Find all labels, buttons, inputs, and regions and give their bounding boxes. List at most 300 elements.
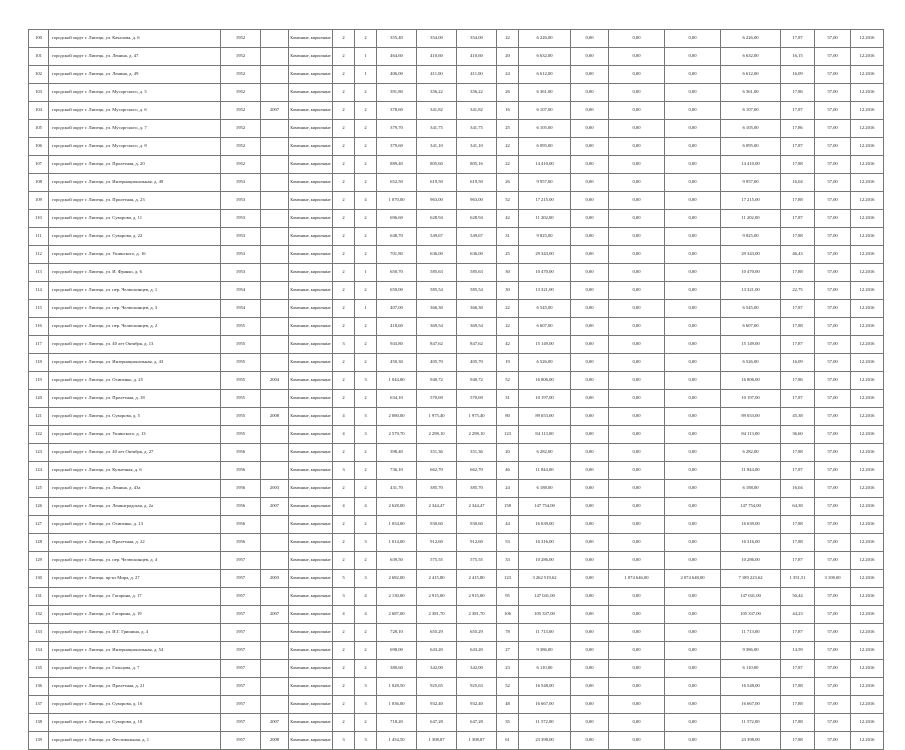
cell-owner-funds: 89 653,00: [721, 408, 781, 426]
cell-deadline: 12.2016: [851, 732, 884, 750]
cell-cost-per-sqm: 14,59: [781, 642, 815, 660]
cell-max-cost-per-sqm: 57,00: [815, 444, 851, 462]
cell-owner-funds: 6 188,00: [721, 480, 781, 498]
cell-max-cost-per-sqm: 57,00: [815, 138, 851, 156]
cell-max-cost-per-sqm: 57,00: [815, 714, 851, 732]
cell-residential-area: 636,00: [457, 246, 497, 264]
cell-living-area: 356,22: [417, 84, 457, 102]
cell-year-built: 1953: [221, 192, 261, 210]
cell-address: городской округ г. Липецк, ул. Пролетная, д. 22: [49, 534, 221, 552]
cell-residents: 48: [497, 696, 519, 714]
cell-federal-funds: 0,00: [571, 48, 609, 66]
cell-row-number: 110: [29, 210, 49, 228]
cell-living-area: 636,00: [417, 246, 457, 264]
cell-year-repaired: [261, 390, 289, 408]
cell-deadline: 12.2016: [851, 426, 884, 444]
cell-living-area: 585,54: [417, 282, 457, 300]
cell-wall-material: Каменные, кирпичные: [289, 300, 333, 318]
cell-residents: 46: [497, 462, 519, 480]
cell-wall-material: Каменные, кирпичные: [289, 552, 333, 570]
cell-regional-funds: 0,00: [609, 84, 665, 102]
cell-local-funds: 0,00: [665, 66, 721, 84]
cell-residents: 25: [497, 246, 519, 264]
cell-deadline: 12.2016: [851, 354, 884, 372]
cell-year-built: 1957: [221, 732, 261, 750]
cell-floors: 2: [333, 120, 355, 138]
cell-total-area: 889,40: [377, 156, 417, 174]
cell-deadline: 12.2016: [851, 390, 884, 408]
cell-year-built: 1953: [221, 174, 261, 192]
cell-residents: 19: [497, 354, 519, 372]
cell-max-cost-per-sqm: 57,00: [815, 408, 851, 426]
cell-entrances: 2: [355, 480, 377, 498]
cell-floors: 3: [333, 462, 355, 480]
table-row: [29, 444, 884, 462]
cell-deadline: 12.2016: [851, 444, 884, 462]
cell-regional-funds: 0,00: [609, 408, 665, 426]
cell-deadline: 12.2016: [851, 120, 884, 138]
cell-local-funds: 0,00: [665, 30, 721, 48]
cell-wall-material: Каменные, кирпичные: [289, 462, 333, 480]
cell-wall-material: Каменные, кирпичные: [289, 732, 333, 750]
cell-deadline: 12.2016: [851, 66, 884, 84]
cell-owner-funds: 16 316,00: [721, 534, 781, 552]
cell-total-cost: 89 653,00: [519, 408, 571, 426]
cell-owner-funds: 6 105,00: [721, 120, 781, 138]
cell-year-built: 1955: [221, 426, 261, 444]
cell-federal-funds: 0,00: [571, 120, 609, 138]
cell-floors: 4: [333, 426, 355, 444]
cell-floors: 2: [333, 624, 355, 642]
cell-address: городской округ г. Липецк, ул. Ленина, д. 47: [49, 48, 221, 66]
cell-cost-per-sqm: 17,88: [781, 678, 815, 696]
table-row: [29, 678, 884, 696]
cell-row-number: 124: [29, 462, 49, 480]
cell-deadline: 12.2016: [851, 696, 884, 714]
cell-max-cost-per-sqm: 57,00: [815, 246, 851, 264]
cell-entrances: 2: [355, 282, 377, 300]
cell-total-cost: 6 526,00: [519, 354, 571, 372]
cell-entrances: 2: [355, 174, 377, 192]
table-row: [29, 570, 884, 588]
cell-cost-per-sqm: 36,60: [781, 426, 815, 444]
cell-year-repaired: [261, 678, 289, 696]
cell-year-repaired: [261, 174, 289, 192]
cell-local-funds: 0,00: [665, 498, 721, 516]
cell-max-cost-per-sqm: 57,00: [815, 516, 851, 534]
cell-residential-area: 643,20: [457, 642, 497, 660]
cell-total-cost: 6 107,00: [519, 102, 571, 120]
cell-residential-area: 342,00: [457, 660, 497, 678]
cell-living-area: 341,82: [417, 102, 457, 120]
cell-owner-funds: 6 282,00: [721, 444, 781, 462]
cell-wall-material: Каменные, кирпичные: [289, 570, 333, 588]
cell-residential-area: 405,70: [457, 354, 497, 372]
cell-regional-funds: 0,00: [609, 300, 665, 318]
cell-federal-funds: 0,00: [571, 282, 609, 300]
cell-owner-funds: 14 410,00: [721, 156, 781, 174]
cell-regional-funds: 0,00: [609, 264, 665, 282]
cell-living-area: 643,20: [417, 642, 457, 660]
cell-entrances: 4: [355, 192, 377, 210]
cell-local-funds: 0,00: [665, 228, 721, 246]
cell-year-repaired: [261, 444, 289, 462]
cell-living-area: 354,00: [417, 30, 457, 48]
cell-residential-area: 2 415,80: [457, 570, 497, 588]
cell-federal-funds: 0,00: [571, 678, 609, 696]
cell-address: городской округ г. Липецк, ул. 40 лет Октября, д. 13: [49, 336, 221, 354]
cell-residents: 78: [497, 624, 519, 642]
cell-regional-funds: 0,00: [609, 552, 665, 570]
cell-row-number: 107: [29, 156, 49, 174]
cell-wall-material: Каменные, кирпичные: [289, 192, 333, 210]
cell-max-cost-per-sqm: 57,00: [815, 462, 851, 480]
cell-federal-funds: 0,00: [571, 336, 609, 354]
cell-regional-funds: 0,00: [609, 336, 665, 354]
cell-floors: 2: [333, 642, 355, 660]
cell-residents: 61: [497, 732, 519, 750]
cell-regional-funds: 0,00: [609, 66, 665, 84]
cell-total-cost: 16 316,00: [519, 534, 571, 552]
cell-total-cost: 23 398,00: [519, 732, 571, 750]
cell-max-cost-per-sqm: 57,00: [815, 372, 851, 390]
cell-federal-funds: 0,00: [571, 534, 609, 552]
cell-residential-area: 385,70: [457, 480, 497, 498]
cell-floors: 2: [333, 48, 355, 66]
cell-wall-material: Каменные, кирпичные: [289, 606, 333, 624]
cell-floors: 2: [333, 156, 355, 174]
cell-deadline: 12.2016: [851, 606, 884, 624]
cell-regional-funds: 0,00: [609, 246, 665, 264]
cell-year-built: 1953: [221, 264, 261, 282]
cell-residents: 26: [497, 174, 519, 192]
cell-total-area: 639,50: [377, 552, 417, 570]
cell-total-area: 379,70: [377, 120, 417, 138]
table-row: [29, 462, 884, 480]
table-row: [29, 714, 884, 732]
cell-total-cost: 14 410,00: [519, 156, 571, 174]
cell-residents: 52: [497, 192, 519, 210]
cell-regional-funds: 0,00: [609, 354, 665, 372]
cell-wall-material: Каменные, кирпичные: [289, 480, 333, 498]
cell-address: городской округ г. Липецк, ул. Кузнечная, д. 6: [49, 462, 221, 480]
cell-entrances: 3: [355, 570, 377, 588]
cell-row-number: 139: [29, 732, 49, 750]
cell-entrances: 2: [355, 228, 377, 246]
cell-cost-per-sqm: 17,88: [781, 264, 815, 282]
cell-row-number: 122: [29, 426, 49, 444]
cell-total-area: 1 054,00: [377, 516, 417, 534]
cell-entrances: 2: [355, 624, 377, 642]
cell-year-repaired: [261, 192, 289, 210]
cell-owner-funds: 10 470,00: [721, 264, 781, 282]
cell-regional-funds: 0,00: [609, 642, 665, 660]
cell-row-number: 130: [29, 570, 49, 588]
cell-floors: 2: [333, 444, 355, 462]
cell-residents: 27: [497, 642, 519, 660]
cell-residential-area: 628,94: [457, 210, 497, 228]
cell-deadline: 12.2016: [851, 678, 884, 696]
cell-residents: 123: [497, 426, 519, 444]
cell-owner-funds: 6 526,00: [721, 354, 781, 372]
table-row: [29, 318, 884, 336]
cell-row-number: 133: [29, 624, 49, 642]
cell-deadline: 12.2016: [851, 462, 884, 480]
cell-residential-area: 647,28: [457, 714, 497, 732]
cell-regional-funds: 0,00: [609, 606, 665, 624]
cell-deadline: 12.2016: [851, 570, 884, 588]
cell-residential-area: 1 975,40: [457, 408, 497, 426]
cell-regional-funds: 0,00: [609, 282, 665, 300]
cell-total-cost: 6 545,00: [519, 300, 571, 318]
cell-year-repaired: [261, 318, 289, 336]
cell-cost-per-sqm: 17,86: [781, 372, 815, 390]
table-row: [29, 264, 884, 282]
cell-deadline: 12.2016: [851, 516, 884, 534]
cell-entrances: 2: [355, 102, 377, 120]
cell-regional-funds: 0,00: [609, 426, 665, 444]
cell-entrances: 3: [355, 408, 377, 426]
cell-deadline: 12.2016: [851, 138, 884, 156]
cell-total-area: 728,10: [377, 624, 417, 642]
cell-deadline: 12.2016: [851, 552, 884, 570]
cell-total-area: 650,00: [377, 282, 417, 300]
cell-max-cost-per-sqm: 57,00: [815, 480, 851, 498]
cell-wall-material: Каменные, кирпичные: [289, 534, 333, 552]
cell-year-built: 1954: [221, 300, 261, 318]
cell-total-area: 1 070,00: [377, 192, 417, 210]
cell-year-repaired: 2007: [261, 714, 289, 732]
cell-row-number: 123: [29, 444, 49, 462]
cell-year-built: 1952: [221, 84, 261, 102]
cell-residents: 80: [497, 408, 519, 426]
cell-residents: 42: [497, 336, 519, 354]
cell-address: городской округ г. Липецк, ул. пер. Челюскинцев, д. 4: [49, 552, 221, 570]
cell-floors: 4: [333, 498, 355, 516]
cell-residential-area: 912,60: [457, 534, 497, 552]
cell-max-cost-per-sqm: 57,00: [815, 264, 851, 282]
cell-total-cost: 10 470,00: [519, 264, 571, 282]
table-row: [29, 138, 884, 156]
cell-federal-funds: 0,00: [571, 390, 609, 408]
cell-regional-funds: 0,00: [609, 588, 665, 606]
cell-living-area: 341,75: [417, 120, 457, 138]
table-row: [29, 192, 884, 210]
cell-entrances: 3: [355, 534, 377, 552]
cell-entrances: 2: [355, 444, 377, 462]
cell-owner-funds: 9 825,00: [721, 228, 781, 246]
cell-row-number: 105: [29, 120, 49, 138]
cell-address: городской округ г. Липецк, ул. Ушинского, д. 16: [49, 246, 221, 264]
cell-wall-material: Каменные, кирпичные: [289, 210, 333, 228]
table-row: [29, 426, 884, 444]
cell-year-built: 1957: [221, 624, 261, 642]
cell-owner-funds: 6 110,00: [721, 660, 781, 678]
cell-total-cost: 11 202,00: [519, 210, 571, 228]
cell-deadline: 12.2016: [851, 534, 884, 552]
cell-entrances: 3: [355, 732, 377, 750]
cell-address: городской округ г. Липецк, ул. Ленинградская, д. 2а: [49, 498, 221, 516]
cell-floors: 2: [333, 282, 355, 300]
cell-total-area: 406,00: [377, 66, 417, 84]
cell-address: городской округ г. Липецк, ул. Осипенко, д. 25: [49, 372, 221, 390]
cell-residents: 23: [497, 660, 519, 678]
cell-living-area: 366,30: [417, 300, 457, 318]
cell-residential-area: 410,60: [457, 48, 497, 66]
cell-row-number: 121: [29, 408, 49, 426]
cell-living-area: 2 415,80: [417, 570, 457, 588]
table-row: [29, 732, 884, 750]
cell-floors: 2: [333, 300, 355, 318]
cell-federal-funds: 0,00: [571, 696, 609, 714]
cell-wall-material: Каменные, кирпичные: [289, 444, 333, 462]
cell-row-number: 126: [29, 498, 49, 516]
cell-row-number: 116: [29, 318, 49, 336]
cell-local-funds: 0,00: [665, 534, 721, 552]
cell-row-number: 108: [29, 174, 49, 192]
cell-year-repaired: [261, 48, 289, 66]
cell-total-area: 379,60: [377, 138, 417, 156]
cell-total-area: 1 044,80: [377, 372, 417, 390]
cell-total-cost: 6 105,00: [519, 120, 571, 138]
cell-living-area: 662,70: [417, 462, 457, 480]
cell-year-repaired: [261, 516, 289, 534]
cell-address: городской округ г. Липецк, ул. Мусоргского, д. 7: [49, 120, 221, 138]
cell-residents: 26: [497, 84, 519, 102]
cell-floors: 2: [333, 84, 355, 102]
cell-wall-material: Каменные, кирпичные: [289, 30, 333, 48]
table-row: [29, 552, 884, 570]
cell-residential-area: 570,69: [457, 390, 497, 408]
cell-max-cost-per-sqm: 57,00: [815, 336, 851, 354]
cell-floors: 2: [333, 138, 355, 156]
cell-max-cost-per-sqm: 57,00: [815, 354, 851, 372]
cell-residential-area: 341,10: [457, 138, 497, 156]
cell-local-funds: 0,00: [665, 300, 721, 318]
cell-regional-funds: 0,00: [609, 696, 665, 714]
cell-max-cost-per-sqm: 57,00: [815, 588, 851, 606]
cell-local-funds: 0,00: [665, 282, 721, 300]
cell-year-built: 1952: [221, 66, 261, 84]
cell-row-number: 131: [29, 588, 49, 606]
cell-total-cost: 9 957,00: [519, 174, 571, 192]
cell-entrances: 1: [355, 66, 377, 84]
cell-max-cost-per-sqm: 57,00: [815, 84, 851, 102]
cell-federal-funds: 0,00: [571, 318, 609, 336]
cell-local-funds: 0,00: [665, 210, 721, 228]
cell-regional-funds: 0,00: [609, 390, 665, 408]
cell-wall-material: Каменные, кирпичные: [289, 696, 333, 714]
cell-regional-funds: 0,00: [609, 174, 665, 192]
cell-floors: 2: [333, 246, 355, 264]
cell-cost-per-sqm: 17,88: [781, 228, 815, 246]
cell-wall-material: Каменные, кирпичные: [289, 48, 333, 66]
cell-living-area: 963,00: [417, 192, 457, 210]
cell-row-number: 102: [29, 66, 49, 84]
cell-wall-material: Каменные, кирпичные: [289, 228, 333, 246]
cell-floors: 2: [333, 714, 355, 732]
cell-owner-funds: 6 607,00: [721, 318, 781, 336]
cell-max-cost-per-sqm: 57,00: [815, 120, 851, 138]
table-row: [29, 372, 884, 390]
cell-wall-material: Каменные, кирпичные: [289, 282, 333, 300]
cell-total-cost: 6 612,00: [519, 66, 571, 84]
cell-residents: 106: [497, 606, 519, 624]
cell-address: городской округ г. Липецк, ул. Интернациональная, д. 54: [49, 642, 221, 660]
cell-regional-funds: 0,00: [609, 102, 665, 120]
cell-address: городской округ г. Липецк, ул. Суворова, д. 22: [49, 228, 221, 246]
cell-residential-area: 341,75: [457, 120, 497, 138]
cell-max-cost-per-sqm: 57,00: [815, 48, 851, 66]
cell-max-cost-per-sqm: 57,00: [815, 102, 851, 120]
cell-floors: 2: [333, 30, 355, 48]
cell-total-cost: 6 361,00: [519, 84, 571, 102]
cell-row-number: 111: [29, 228, 49, 246]
cell-row-number: 104: [29, 102, 49, 120]
cell-year-built: 1952: [221, 120, 261, 138]
cell-floors: 2: [333, 174, 355, 192]
cell-address: городской округ г. Липецк, ул. Осипенко, д. 13: [49, 516, 221, 534]
cell-cost-per-sqm: 17,87: [781, 660, 815, 678]
cell-deadline: 12.2016: [851, 660, 884, 678]
cell-federal-funds: 0,00: [571, 714, 609, 732]
cell-cost-per-sqm: 1 351,51: [781, 570, 815, 588]
cell-year-repaired: [261, 642, 289, 660]
cell-cost-per-sqm: 17,87: [781, 552, 815, 570]
cell-living-area: 940,72: [417, 372, 457, 390]
cell-total-cost: 6 282,00: [519, 444, 571, 462]
cell-total-area: 943,80: [377, 336, 417, 354]
cell-total-cost: 11 572,00: [519, 714, 571, 732]
cell-federal-funds: 0,00: [571, 516, 609, 534]
cell-total-cost: 6 607,00: [519, 318, 571, 336]
cell-deadline: 12.2016: [851, 588, 884, 606]
cell-local-funds: 0,00: [665, 696, 721, 714]
cell-row-number: 109: [29, 192, 49, 210]
table-row: [29, 210, 884, 228]
cell-wall-material: Каменные, кирпичные: [289, 408, 333, 426]
cell-local-funds: 0,00: [665, 102, 721, 120]
cell-row-number: 136: [29, 678, 49, 696]
cell-owner-funds: 7 189 223,62: [721, 570, 781, 588]
cell-entrances: 2: [355, 516, 377, 534]
cell-living-area: 1 975,40: [417, 408, 457, 426]
cell-living-area: 369,54: [417, 318, 457, 336]
cell-address: городской округ г. Липецк, ул. Суворова, д. 5: [49, 408, 221, 426]
cell-residential-area: 354,00: [457, 30, 497, 48]
cell-federal-funds: 0,00: [571, 246, 609, 264]
cell-total-cost: 10 197,00: [519, 390, 571, 408]
cell-regional-funds: 0,00: [609, 228, 665, 246]
cell-regional-funds: 0,00: [609, 462, 665, 480]
cell-floors: 2: [333, 660, 355, 678]
cell-residents: 16: [497, 102, 519, 120]
cell-owner-funds: 147 754,00: [721, 498, 781, 516]
cell-floors: 4: [333, 606, 355, 624]
cell-cost-per-sqm: 17,87: [781, 390, 815, 408]
cell-cost-per-sqm: 17,87: [781, 210, 815, 228]
cell-total-cost: 147 754,00: [519, 498, 571, 516]
cell-address: городской округ г. Липецк, ул. Мусоргского, д. 6: [49, 102, 221, 120]
table-row: [29, 336, 884, 354]
cell-residents: 53: [497, 534, 519, 552]
cell-max-cost-per-sqm: 57,00: [815, 678, 851, 696]
cell-row-number: 132: [29, 606, 49, 624]
cell-row-number: 103: [29, 84, 49, 102]
cell-year-built: 1957: [221, 606, 261, 624]
cell-year-repaired: [261, 300, 289, 318]
cell-total-cost: 16 639,00: [519, 516, 571, 534]
